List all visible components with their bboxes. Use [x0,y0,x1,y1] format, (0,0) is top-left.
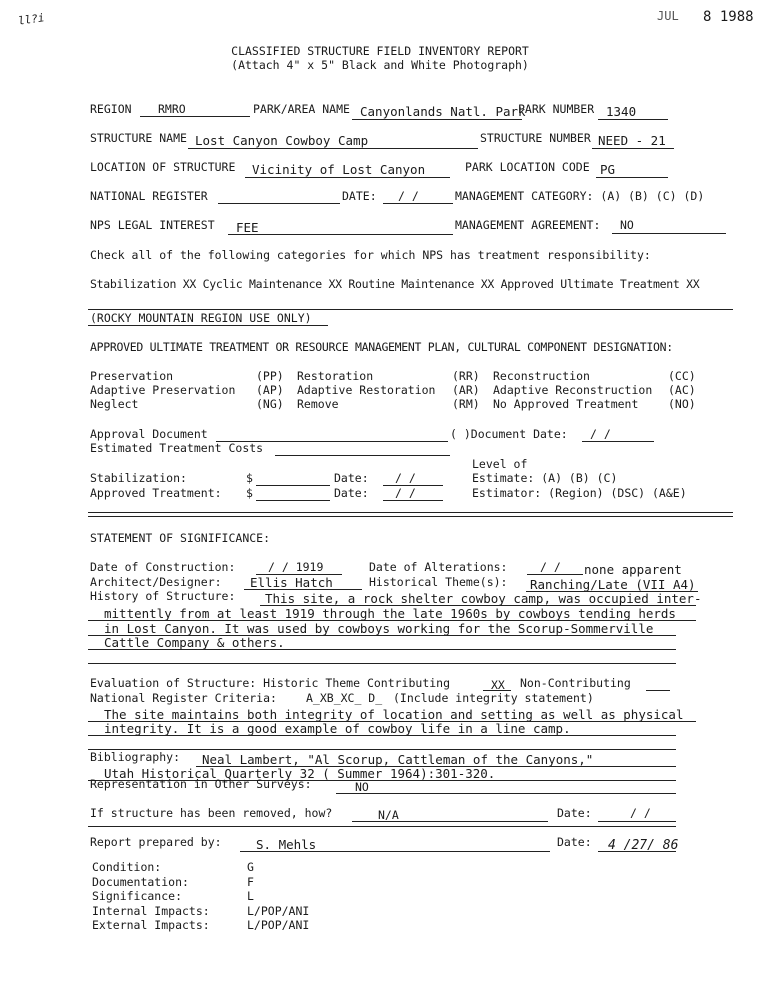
structure-name-label: STRUCTURE NAME [90,131,187,145]
removal-date-value: / / [630,806,651,820]
removal-value: N/A [378,808,399,822]
estimated-costs-underline [275,455,450,456]
approved-treatment-heading: APPROVED ULTIMATE TREATMENT OR RESOURCE MANAGEMENT PLAN, CULTURAL COMPONENT DESIGNATION: [90,340,673,354]
approved-treatment-dollar: $ [246,486,253,500]
park-location-code-label: PARK LOCATION CODE [465,160,590,174]
rating-value-internal-impacts: L/POP/ANI [247,904,310,918]
architect-underline [244,589,362,590]
architect-label: Architect/Designer: [90,575,222,589]
grid-r0-c1: (PP) [256,369,284,383]
report-title: CLASSIFIED STRUCTURE FIELD INVENTORY REPORT [231,44,529,58]
rating-value-significance: L [247,889,254,903]
received-stamp-month: JUL [657,9,679,23]
alterations-date-underline [527,574,583,575]
removal-label: If structure has been removed, how? [90,806,333,820]
management-agreement-label: MANAGEMENT AGREEMENT: [455,218,601,232]
estimator-options: Estimator: (Region) (DSC) (A&E) [472,486,687,500]
nr-date-label: DATE: [342,189,377,203]
other-surveys-label: Representation in Other Surveys: [90,777,312,791]
grid-r0-c0: Preservation [90,369,174,383]
document-date-value: / / [590,427,611,441]
prepared-by-label: Report prepared by: [90,835,222,849]
bibliography-line-2: Utah Historical Quarterly 32 ( Summer 1964):301-320. [104,766,496,781]
contributing-value: XX [491,678,505,692]
grid-r1-c0: Adaptive Preservation [90,383,236,397]
received-stamp-date: 8 1988 [703,9,754,25]
rating-value-documentation: F [247,875,254,889]
history-line-4: Cattle Company & others. [104,635,285,650]
alterations-date-label: Date of Alterations: [369,560,508,574]
rating-value-condition: G [247,860,254,874]
alterations-date-value: / / [540,560,561,574]
legal-interest-value: FEE [236,220,259,235]
prepared-date-value: 4 /27/ 86 [608,838,679,853]
stabilization-date-label: Date: [334,471,369,485]
park-location-code-value: PG [600,162,616,177]
grid-r0-c4: Reconstruction [493,369,590,383]
approved-treatment-cost-underline [256,500,330,501]
corner-handwritten-mark: ll?i [17,11,46,28]
structure-name-value: Lost Canyon Cowboy Camp [195,133,369,148]
grid-r2-c0: Neglect [90,397,139,411]
management-agreement-underline [612,233,726,234]
grid-r2-c2: Remove [297,397,339,411]
stabilization-dollar: $ [246,471,253,485]
approved-treatment-date-label: Date: [334,486,369,500]
historical-theme-value: Ranching/Late (VII A4) [530,577,696,592]
location-value: Vicinity of Lost Canyon [252,162,426,177]
grid-r1-c4: Adaptive Reconstruction [493,383,653,397]
park-area-label: PARK/AREA NAME [253,102,350,116]
prepared-date-label: Date: [557,835,592,849]
grid-r2-c3: (RM) [452,397,480,411]
architect-value: Ellis Hatch [250,575,333,590]
criteria-label: National Register Criteria: [90,691,277,705]
other-surveys-underline [336,793,676,794]
prepared-date-underline [598,851,676,852]
rule-significance-top-1 [88,512,733,513]
approved-treatment-date-value: / / [395,486,416,500]
rocky-mountain-note: (ROCKY MOUNTAIN REGION USE ONLY) [90,311,312,325]
structure-name-underline [188,148,478,149]
prepared-by-underline [240,851,550,852]
rating-label-significance: Significance: [92,889,183,903]
park-location-code-underline [596,177,668,178]
national-register-underline [218,203,340,204]
stabilization-date-value: / / [395,471,416,485]
park-area-value: Canyonlands Natl. Park [360,104,526,119]
removal-underline [352,821,548,822]
evaluation-underline-2 [88,735,676,736]
region-label: REGION [90,102,132,116]
grid-r0-c5: (CC) [668,369,696,383]
park-number-underline [598,119,668,120]
grid-r1-c1: (AP) [256,383,284,397]
other-surveys-value: NO [355,780,369,794]
evaluation-line: Evaluation of Structure: Historic Theme Contributing [90,676,451,690]
historical-theme-label: Historical Theme(s): [369,575,508,589]
structure-number-label: STRUCTURE NUMBER [480,131,591,145]
park-number-value: 1340 [606,104,637,119]
rating-label-internal-impacts: Internal Impacts: [92,904,210,918]
document-date-underline [582,441,654,442]
history-label: History of Structure: [90,589,236,603]
stabilization-cost-underline [256,485,330,486]
criteria-value: A_XB_XC_ D_ [306,691,383,705]
nr-date-value: / / [398,189,419,203]
significance-heading: STATEMENT OF SIGNIFICANCE: [90,531,271,545]
document-date-label: ( )Document Date: [450,427,568,441]
grid-r2-c5: (NO) [668,397,696,411]
region-value: RMRO [158,102,186,116]
park-area-underline [352,119,522,120]
location-underline [245,177,450,178]
report-subtitle: (Attach 4" x 5" Black and White Photograph) [231,58,529,72]
bibliography-line-1: Neal Lambert, "Al Scorup, Cattleman of the Canyons," [202,752,594,767]
history-line-2: mittently from at least 1919 through the late 1960s by cowboys tending herds [104,606,676,621]
stabilization-cost-label: Stabilization: [90,471,187,485]
management-category: MANAGEMENT CATEGORY: (A) (B) (C) (D) [455,189,705,203]
region-underline [140,116,250,117]
criteria-note: (Include integrity statement) [393,691,594,705]
estimate-options: Estimate: (A) (B) (C) [472,471,618,485]
legal-interest-underline [228,234,453,235]
management-agreement-value: NO [620,218,634,232]
level-of-label: Level of [472,457,528,471]
treatment-instruction: Check all of the following categories for which NPS has treatment responsibility: [90,248,651,262]
legal-interest-label: NPS LEGAL INTEREST [90,218,215,232]
rating-label-documentation: Documentation: [92,875,189,889]
construction-date-label: Date of Construction: [90,560,236,574]
removal-date-underline [598,821,676,822]
park-number-label: PARK NUMBER [518,102,595,116]
rule-significance-top-2 [88,516,733,517]
non-contributing-label: Non-Contributing [520,676,631,690]
estimated-costs-label: Estimated Treatment Costs [90,441,264,455]
nr-date-underline [383,203,453,204]
construction-date-value: / / 1919 [268,560,324,574]
evaluation-statement-2: integrity. It is a good example of cowboy life in a line camp. [104,721,571,736]
grid-r0-c2: Restoration [297,369,374,383]
alterations-note: none apparent [584,562,682,577]
prepared-by-value: S. Mehls [256,837,317,852]
structure-number-underline [592,148,674,149]
grid-r1-c3: (AR) [452,383,480,397]
evaluation-statement-1: The site maintains both integrity of location and setting as well as physical [104,707,684,722]
rating-label-external-impacts: External Impacts: [92,918,210,932]
approval-document-label: Approval Document [90,427,208,441]
grid-r2-c4: No Approved Treatment [493,397,639,411]
location-label: LOCATION OF STRUCTURE [90,160,236,174]
approved-treatment-cost-label: Approved Treatment: [90,486,222,500]
rocky-mountain-underline [88,325,328,326]
treatment-options: Stabilization XX Cyclic Maintenance XX Routine Maintenance XX Approved Ultimate Treatment XX [90,277,700,291]
structure-number-value: NEED - 21 [598,133,666,148]
grid-r1-c2: Adaptive Restoration [297,383,436,397]
grid-r2-c1: (NG) [256,397,284,411]
rating-label-condition: Condition: [92,860,162,874]
history-line-1: This site, a rock shelter cowboy camp, was occupied inter- [265,591,702,606]
history-line-3: in Lost Canyon. It was used by cowboys working for the Scorup-Sommerville [104,621,654,636]
non-contributing-underline [646,690,670,691]
grid-r0-c3: (RR) [452,369,480,383]
rule-prepared-top [88,826,676,827]
rating-value-external-impacts: L/POP/ANI [247,918,310,932]
rule-rocky-top [88,309,733,310]
grid-r1-c5: (AC) [668,383,696,397]
national-register-label: NATIONAL REGISTER [90,189,208,203]
bibliography-label: Bibliography: [90,750,181,764]
history-underline-4 [88,649,676,650]
history-underline-5 [88,663,676,664]
approved-treatment-date-underline [383,500,443,501]
removal-date-label: Date: [557,806,592,820]
